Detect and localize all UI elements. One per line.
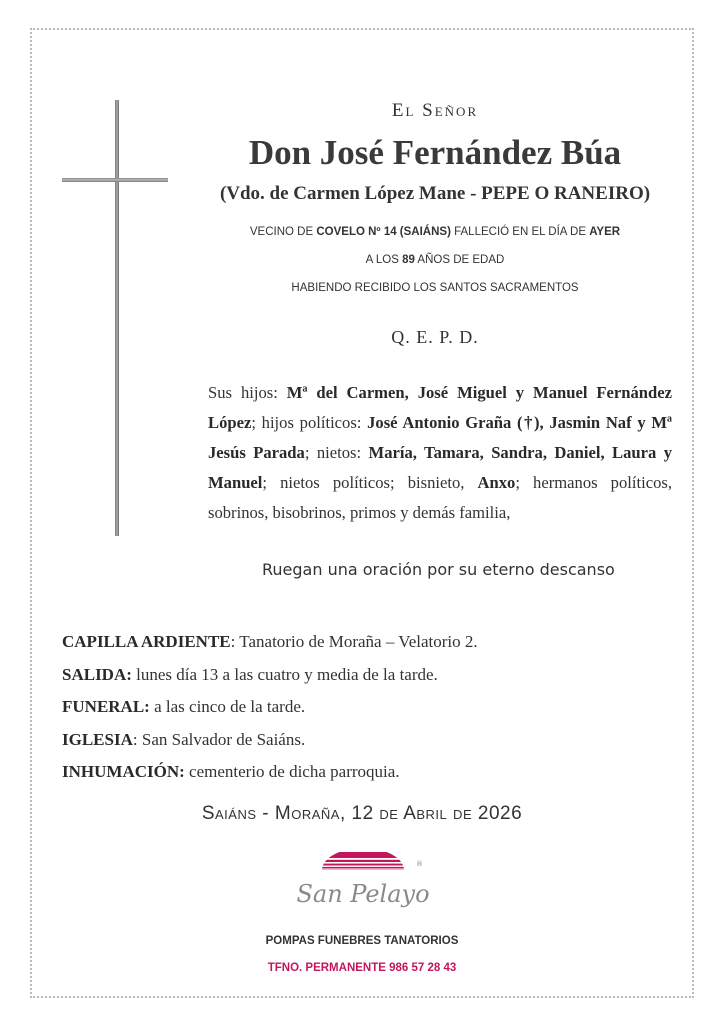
- family-text: ; nietos políticos; bisnieto,: [262, 473, 478, 492]
- deceased-name: Don José Fernández Búa: [248, 133, 622, 172]
- detail-label: CAPILLA ARDIENTE: [62, 632, 231, 651]
- place-date: Saiáns - Moraña, 12 de Abril de 2026: [201, 803, 523, 824]
- age-text: A LOS: [365, 254, 403, 266]
- family-text: Sus hijos:: [208, 383, 287, 402]
- detail-value: Tanatorio de Moraña – Velatorio 2.: [239, 632, 478, 651]
- cross-icon-vertical: [115, 100, 119, 536]
- family-text: ; hijos políticos:: [251, 413, 368, 432]
- age-text-2: AÑOS DE EDAD: [414, 254, 505, 266]
- detail-label: SALIDA:: [62, 664, 132, 684]
- qepd: Q. E. P. D.: [391, 327, 479, 347]
- detail-label: IGLESIA: [62, 729, 133, 749]
- detail-sep: :: [132, 729, 142, 749]
- services-line: POMPAS FUNEBRES TANATORIOS: [265, 935, 459, 947]
- detail-sep: :: [230, 632, 240, 651]
- logo-text: San Pelayo: [296, 880, 430, 908]
- sacraments-line: HABIENDO RECIBIDO LOS SANTOS SACRAMENTOS: [291, 282, 579, 294]
- family-text: ; hermanos políticos, sobrinos, bisobrinos, primos y demás familia,: [208, 473, 672, 522]
- residence-day: AYER: [589, 226, 621, 238]
- detail-capilla: [62, 626, 478, 659]
- detail-value: a las cinco de la tarde.: [154, 697, 306, 716]
- residence-text: VECINO DE: [249, 226, 317, 238]
- family-great-grandchild: Anxo: [477, 473, 516, 492]
- prayer-request: Ruegan una oración por su eterno descanso: [262, 560, 615, 579]
- detail-value: San Salvador de Saiáns.: [141, 729, 306, 749]
- detail-funeral: [62, 691, 478, 724]
- detail-value: lunes día 13 a las cuatro y media de la tarde.: [136, 664, 438, 684]
- residence-text-2: FALLECIÓ EN EL DÍA DE: [450, 226, 590, 238]
- detail-salida: [62, 659, 478, 692]
- cross-icon-horizontal: [62, 178, 168, 182]
- detail-value: cementerio de dicha parroquia.: [189, 762, 400, 781]
- detail-inhumacion: [62, 756, 478, 789]
- family-paragraph: [208, 378, 672, 528]
- family-text: ; nietos:: [304, 443, 369, 462]
- family-children: Mª del Carmen, José Miguel y Manuel Fernández López: [208, 383, 672, 432]
- age-value: 89: [402, 254, 415, 266]
- title-prefix: El Señor: [391, 100, 479, 121]
- deceased-alias: (Vdo. de Carmen López Mane - PEPE O RANEIRO): [219, 183, 651, 204]
- detail-label: FUNERAL:: [62, 697, 150, 716]
- san-pelayo-logo-icon: [288, 852, 438, 922]
- phone-line: TFNO. PERMANENTE 986 57 28 43: [267, 962, 457, 974]
- residence-line: [200, 226, 670, 238]
- age-line: [200, 254, 670, 266]
- family-in-laws: José Antonio Graña (†), Jasmin Naf y Mª Jesús Parada: [208, 413, 672, 462]
- logo-sun-icon: [318, 852, 408, 870]
- registered-mark: ®: [416, 860, 423, 868]
- detail-label: INHUMACIÓN:: [62, 762, 185, 781]
- residence-place: COVELO Nº 14 (SAIÁNS): [316, 226, 451, 238]
- service-details: [62, 626, 478, 789]
- family-grandchildren: María, Tamara, Sandra, Daniel, Laura y Manuel: [208, 443, 673, 492]
- detail-iglesia: [62, 724, 478, 757]
